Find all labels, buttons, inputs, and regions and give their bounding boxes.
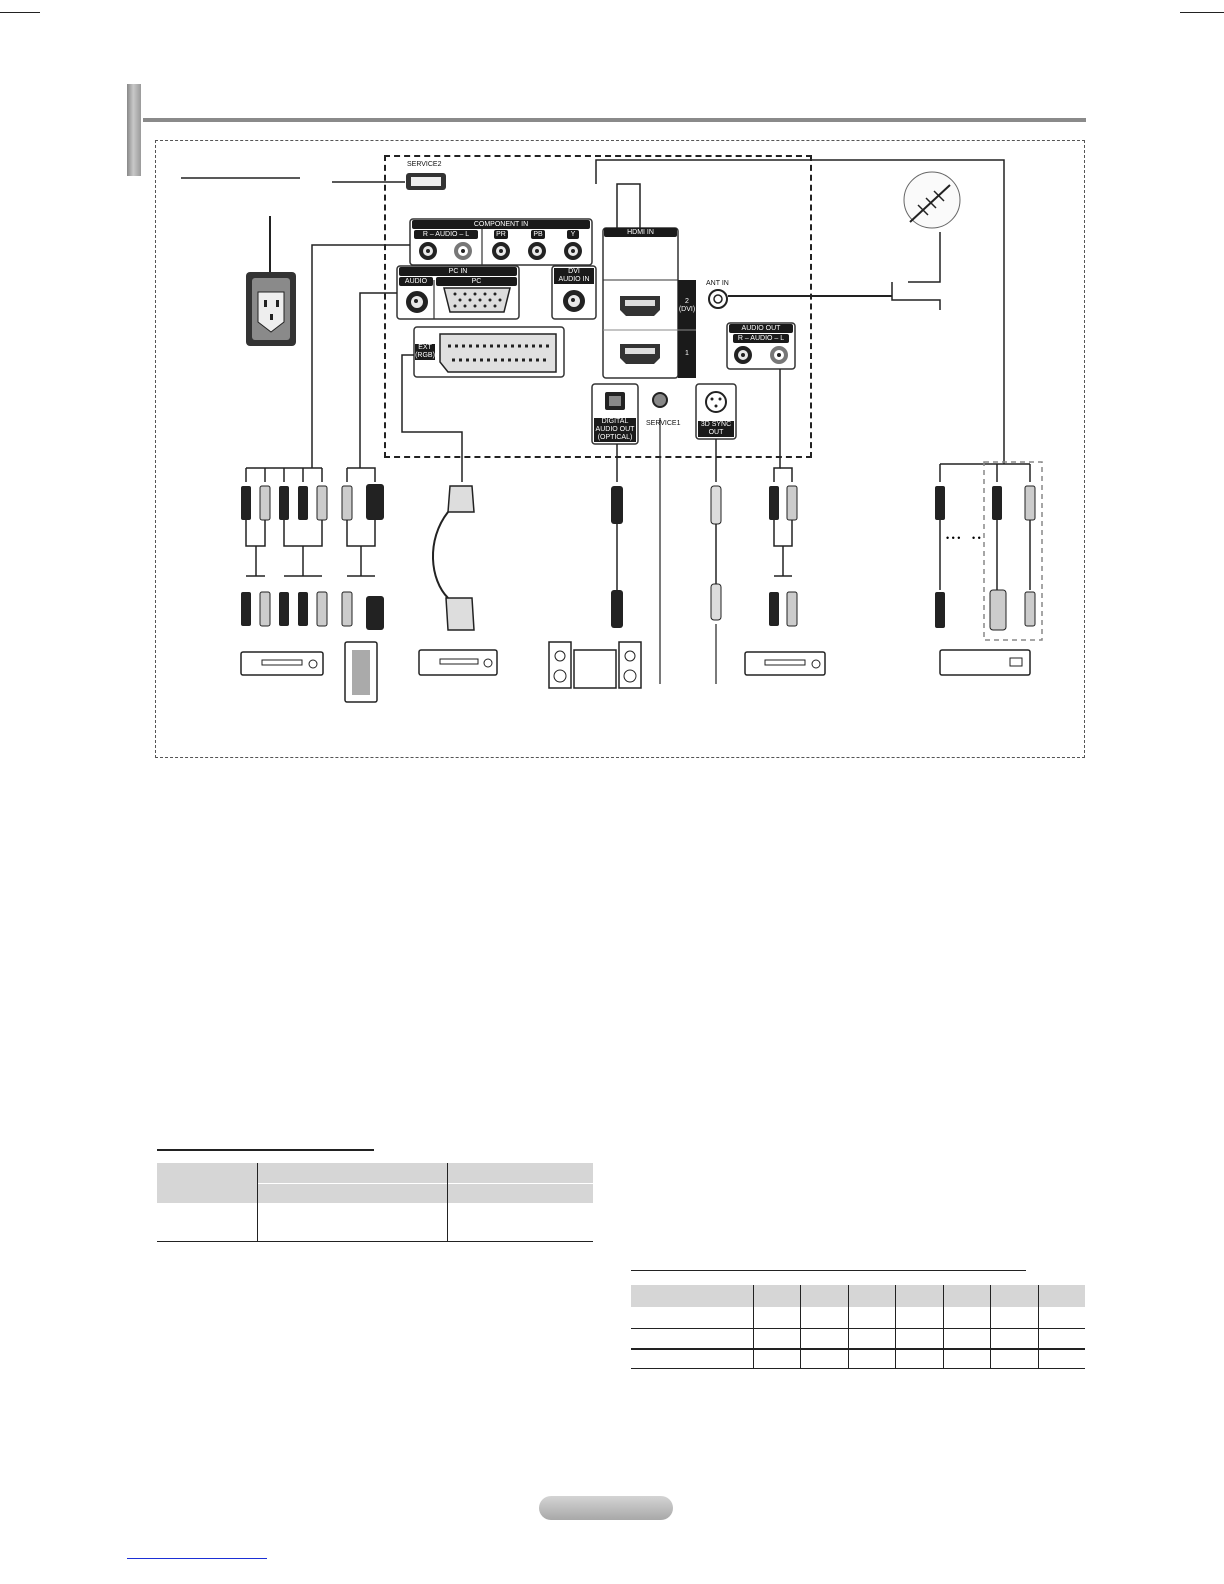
component-in-label: COMPONENT IN xyxy=(412,220,590,229)
pc-audio-label: AUDIO xyxy=(399,277,433,286)
hdmi-in-label: HDMI IN xyxy=(604,228,677,237)
component-pr-label: PR xyxy=(494,230,508,239)
left-table xyxy=(157,1163,593,1242)
component-pr-jack xyxy=(492,242,510,260)
hdmi-port-2-icon xyxy=(620,296,660,316)
component-audio-l-jack xyxy=(454,242,472,260)
right-table-header-row xyxy=(631,1285,1085,1307)
hdmi-1-label: 1 xyxy=(678,350,696,358)
component-y-jack xyxy=(564,242,582,260)
pc-in-label: PC IN xyxy=(399,267,517,276)
sync-out-label: 3D SYNC OUT xyxy=(698,421,734,437)
audio-system-icon xyxy=(549,642,641,688)
page-number-pill xyxy=(539,1496,673,1520)
vga-port-icon xyxy=(444,288,510,312)
footer-link-underline[interactable] xyxy=(127,1558,267,1559)
power-socket-icon xyxy=(246,272,296,346)
vcr-device-icon-scart xyxy=(419,650,497,675)
sync-port-icon xyxy=(706,392,726,412)
ant-in-connector-icon xyxy=(709,290,727,308)
rca-plug-row-lower xyxy=(241,584,1035,630)
audio-out-l-jack xyxy=(770,346,788,364)
set-top-box-icon xyxy=(940,650,1030,675)
component-audio-label: R – AUDIO – L xyxy=(414,230,478,239)
svg-text:• • •: • • • xyxy=(946,533,961,543)
vcr-device-icon-right xyxy=(745,652,825,675)
hdmi-port-1-icon xyxy=(620,344,660,364)
right-table-col-divider-5 xyxy=(943,1285,944,1369)
usb-port-icon xyxy=(406,173,446,190)
service1-jack-icon xyxy=(653,393,667,407)
audio-out-r-jack xyxy=(734,346,752,364)
component-audio-r-jack xyxy=(419,242,437,260)
component-pb-jack xyxy=(528,242,546,260)
audio-out-label: AUDIO OUT xyxy=(729,324,793,333)
vcr-device-icon-left xyxy=(241,652,323,675)
ext-rgb-label: EXT (RGB) xyxy=(415,344,435,359)
right-table-bottom-rule xyxy=(631,1368,1085,1369)
digital-audio-out-label: DIGITAL AUDIO OUT (OPTICAL) xyxy=(595,418,635,441)
scart-port-icon xyxy=(440,334,556,372)
right-table-col-divider-6 xyxy=(990,1285,991,1369)
right-table-title-rule xyxy=(631,1270,1026,1271)
right-table-row-rule-2 xyxy=(631,1348,1085,1350)
right-table-row-rule-1 xyxy=(631,1328,1085,1329)
pc-label: PC xyxy=(436,277,517,286)
left-table-col-divider-2 xyxy=(447,1163,448,1242)
rca-plug-row-upper xyxy=(241,484,1035,524)
service1-label: SERVICE1 xyxy=(646,420,681,427)
right-table-col-divider-7 xyxy=(1038,1285,1039,1369)
audio-out-lr-label: R – AUDIO – L xyxy=(733,334,789,343)
dvi-audio-in-jack xyxy=(563,290,585,312)
scart-cable-icon xyxy=(433,486,474,630)
left-table-bottom-rule xyxy=(157,1241,593,1242)
pc-tower-icon xyxy=(345,642,377,702)
dvi-audio-in-label: DVI AUDIO IN xyxy=(554,268,594,284)
left-table-title-rule xyxy=(157,1149,374,1151)
component-y-label: Y xyxy=(567,230,579,239)
service2-label: SERVICE2 xyxy=(407,161,442,168)
ant-in-label: ANT IN xyxy=(706,280,729,287)
left-table-col-divider-1 xyxy=(257,1163,258,1242)
right-table xyxy=(631,1285,1085,1369)
pc-audio-jack xyxy=(406,291,428,313)
svg-text:• •: • • xyxy=(972,533,981,543)
right-table-col-divider-1 xyxy=(753,1285,754,1369)
left-table-header-divider xyxy=(257,1183,593,1184)
hdmi-2-dvi-label: 2 (DVI) xyxy=(678,298,696,313)
component-pb-label: PB xyxy=(531,230,545,239)
right-table-col-divider-3 xyxy=(848,1285,849,1369)
antenna-icon xyxy=(904,172,960,228)
right-table-col-divider-4 xyxy=(895,1285,896,1369)
right-table-col-divider-2 xyxy=(800,1285,801,1369)
